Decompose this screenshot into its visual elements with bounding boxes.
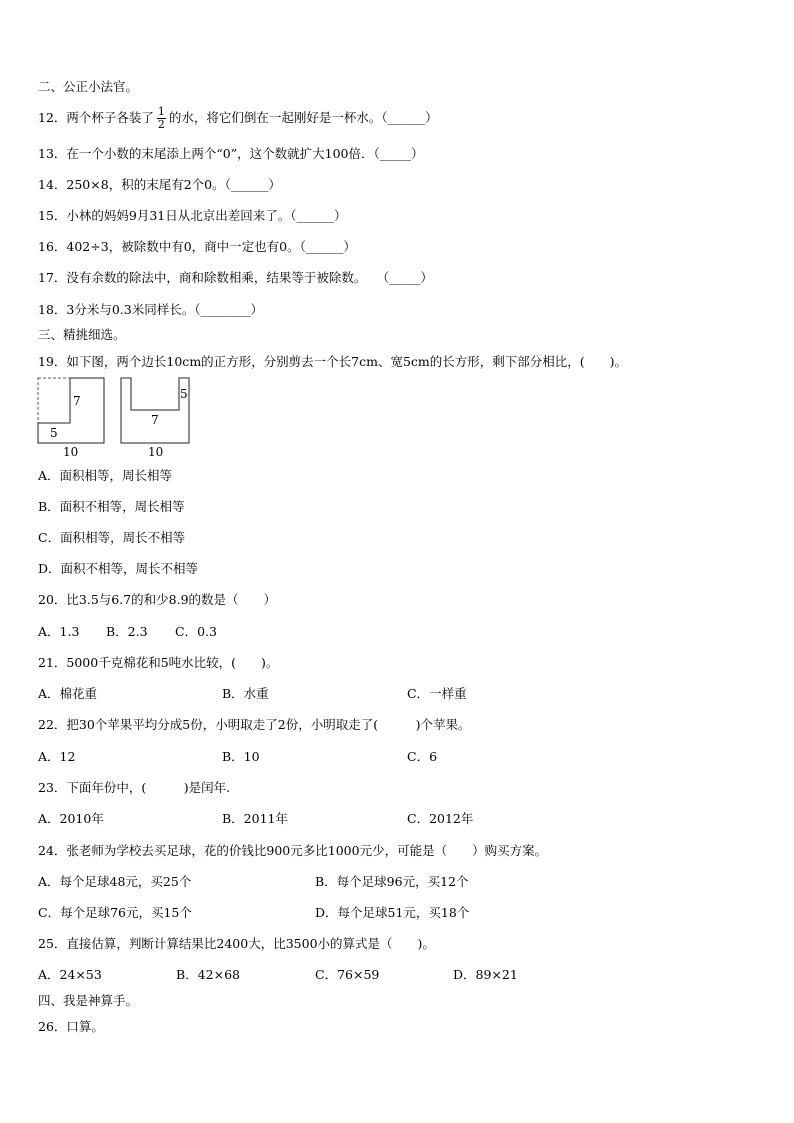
- q24-option-c: C．每个足球76元，买15个: [38, 905, 192, 920]
- left-label-7: 7: [73, 394, 81, 408]
- q22-option-a: A．12: [38, 749, 76, 764]
- q21-option-b: B．水重: [222, 686, 269, 701]
- right-label-5: 5: [180, 387, 188, 401]
- q12-text-post: 的水，将它们倒在一起刚好是一杯水。（______）: [168, 110, 438, 125]
- question-14: 14．250×8，积的末尾有2个0。（______）: [38, 177, 281, 192]
- question-22-stem: 22．把30个苹果平均分成5份，小明取走了2份，小明取走了( )个苹果。: [38, 717, 471, 732]
- section-2-title: 二、公正小法官。: [38, 79, 139, 94]
- question-15: 15．小林的妈妈9月31日从北京出差回来了。（______）: [38, 208, 347, 223]
- left-label-5: 5: [50, 426, 58, 440]
- fraction-numerator: 1: [157, 105, 165, 118]
- q20-option-a: A．1.3: [38, 624, 80, 639]
- question-13: 13．在一个小数的末尾添上两个“0”，这个数就扩大100倍．（_____）: [38, 146, 424, 161]
- question-20-stem: 20．比3.5与6.7的和少8.9的数是（ ）: [38, 592, 277, 607]
- question-18: 18．3分米与0.3米同样长。（________）: [38, 302, 263, 317]
- q25-option-c: C．76×59: [315, 967, 380, 982]
- q21-option-a: A．棉花重: [38, 686, 98, 701]
- question-12: [38, 106, 438, 131]
- q25-option-d: D．89×21: [453, 967, 518, 982]
- question-23-stem: 23．下面年份中，( )是闰年.: [38, 780, 231, 795]
- q12-text-pre: 12．两个杯子各装了: [38, 110, 154, 125]
- q22-option-b: B．10: [222, 749, 260, 764]
- q21-option-c: C．一样重: [407, 686, 467, 701]
- q23-option-c: C．2012年: [407, 811, 474, 826]
- left-label-10: 10: [63, 445, 79, 459]
- question-26: 26．口算。: [38, 1019, 104, 1034]
- q25-option-b: B．42×68: [176, 967, 240, 982]
- fraction-one-half: [157, 106, 166, 131]
- q22-option-c: C．6: [407, 749, 438, 764]
- q24-option-d: D．每个足球51元，买18个: [315, 905, 470, 920]
- square-cut-figure: [36, 376, 196, 460]
- question-17: 17．没有余数的除法中，商和除数相乘，结果等于被除数。 （_____）: [38, 270, 433, 285]
- right-label-10: 10: [148, 445, 164, 459]
- q19-option-d: D．面积不相等，周长不相等: [38, 561, 199, 576]
- section-3-title: 三、精挑细选。: [38, 327, 126, 342]
- q25-option-a: A．24×53: [38, 967, 102, 982]
- section-4-title: 四、我是神算手。: [38, 993, 139, 1008]
- q23-option-b: B．2011年: [222, 811, 288, 826]
- question-16: 16．402÷3，被除数中有0，商中一定也有0。（______）: [38, 239, 356, 254]
- right-remaining-shape: [121, 378, 189, 443]
- left-square-outline: [38, 378, 104, 443]
- question-25-stem: 25．直接估算，判断计算结果比2400大，比3500小的算式是（ )。: [38, 936, 435, 951]
- q19-option-c: C．面积相等，周长不相等: [38, 530, 186, 545]
- right-label-7: 7: [151, 413, 159, 427]
- question-19-stem: 19．如下图，两个边长10cm的正方形，分别剪去一个长7cm、宽5cm的长方形，剩下部分相比，( )。: [38, 354, 628, 369]
- question-21-stem: 21．5000千克棉花和5吨水比较，( )。: [38, 655, 279, 670]
- q19-option-b: B．面积不相等，周长相等: [38, 499, 185, 514]
- q24-option-b: B．每个足球96元，买12个: [315, 874, 469, 889]
- q24-option-a: A．每个足球48元，买25个: [38, 874, 192, 889]
- left-remaining-shape: [38, 378, 104, 443]
- q19-option-a: A．面积相等，周长相等: [38, 468, 173, 483]
- question-24-stem: 24．张老师为学校去买足球，花的价钱比900元多比1000元少，可能是（ ）购买方案。: [38, 843, 548, 858]
- q20-option-c: C．0.3: [175, 624, 217, 639]
- q23-option-a: A．2010年: [38, 811, 104, 826]
- fraction-denominator: 2: [157, 118, 165, 131]
- q20-option-b: B．2.3: [106, 624, 148, 639]
